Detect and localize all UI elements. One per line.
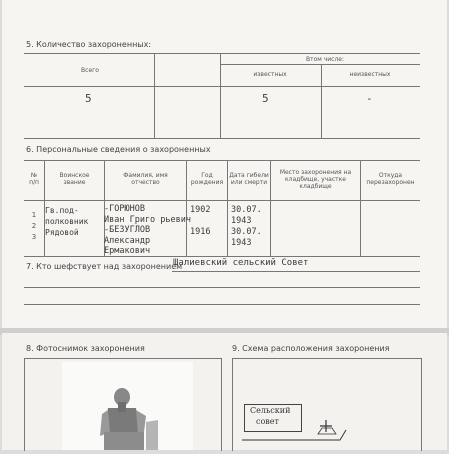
section7-line-3	[24, 304, 420, 305]
value-total: 5	[85, 92, 92, 105]
header-rank: Воинское звание	[59, 172, 90, 186]
section7-value: Шалиевский сельский Совет	[173, 258, 309, 268]
scheme-label-line1: Сельский	[250, 406, 291, 415]
col-known-header: известных	[253, 71, 287, 78]
section8-title: 8. Фотоснимок захоронения	[26, 344, 145, 353]
col-including-header: Втом числе:	[305, 56, 344, 63]
value-known: 5	[262, 92, 269, 105]
section6-title: 6. Персональные сведения о захороненных	[26, 145, 211, 154]
form-sheet-upper	[2, 0, 447, 330]
header-origin: Откуда перезахоронен	[366, 172, 415, 186]
header-date: Дата гибели или смерти	[229, 172, 269, 186]
header-name: Фамилия, имя отчество	[123, 172, 168, 186]
col-unknown-header: неизвестных	[349, 71, 391, 78]
header-year: Год рождения	[190, 172, 224, 186]
value-unknown: -	[366, 92, 373, 105]
section7-line-1	[172, 271, 420, 272]
scheme-label-line2: совет	[256, 417, 279, 426]
section9-title: 9. Схема расположения захоронения	[232, 344, 390, 353]
scheme-drawing	[232, 400, 420, 450]
header-place: Место захоронения на кладбище, участке кладбище	[279, 169, 352, 190]
row-ranks: Гв.под- полковник Рядовой	[45, 206, 89, 237]
row-numbers: 1 2 3	[31, 211, 37, 241]
row-years: 1902 1916	[190, 205, 211, 237]
col-total-header: Всего	[81, 67, 99, 74]
row-dates: 30.07. 1943 30.07. 1943	[231, 205, 262, 248]
section5-title: 5. Количество захороненных:	[26, 40, 152, 49]
row-names: -ГОРЮНОВ Иван Григо рьевич -БЕЗУГЛОВ Александр Ермакович	[104, 204, 191, 256]
section7-line-2	[24, 287, 420, 288]
section7-title: 7. Кто шефствует над захоронением	[26, 262, 183, 271]
header-num: № п/п	[29, 172, 39, 186]
memorial-photo	[62, 362, 193, 450]
